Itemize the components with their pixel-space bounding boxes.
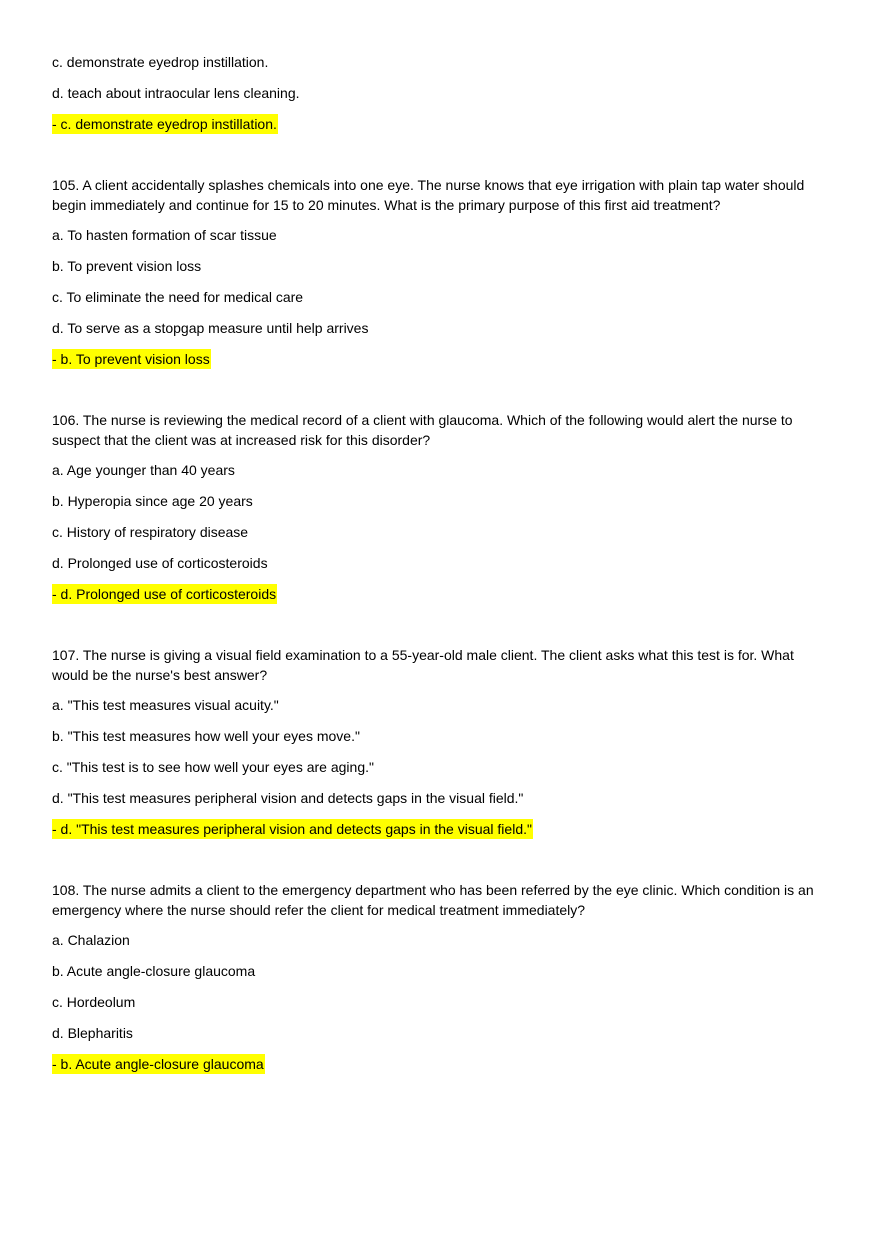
question-text: 106. The nurse is reviewing the medical record of a client with glaucoma. Which of the following would alert the nurse to suspect that the client was at increased risk for this disorder? bbox=[52, 412, 793, 448]
answer-row bbox=[52, 584, 832, 604]
question-106 bbox=[52, 410, 832, 604]
option-a: a. To hasten formation of scar tissue bbox=[52, 227, 277, 243]
option-a: a. Chalazion bbox=[52, 932, 130, 948]
option-a: a. Age younger than 40 years bbox=[52, 462, 235, 478]
highlighted-answer: - d. "This test measures peripheral vision and detects gaps in the visual field." bbox=[52, 821, 532, 837]
answer-row bbox=[52, 819, 832, 839]
option-a: a. "This test measures visual acuity." bbox=[52, 697, 279, 713]
question-105 bbox=[52, 175, 832, 369]
highlighted-answer: - b. To prevent vision loss bbox=[52, 351, 210, 367]
option-d: d. Prolonged use of corticosteroids bbox=[52, 555, 268, 571]
highlighted-answer: - c. demonstrate eyedrop instillation. bbox=[52, 116, 277, 132]
option-c: c. "This test is to see how well your eyes are aging." bbox=[52, 759, 374, 775]
answer-row bbox=[52, 114, 832, 134]
option-c: c. To eliminate the need for medical care bbox=[52, 289, 304, 305]
option-b: b. "This test measures how well your eyes move." bbox=[52, 728, 360, 744]
option-d: d. Blepharitis bbox=[52, 1025, 133, 1041]
option-d: d. "This test measures peripheral vision and detects gaps in the visual field." bbox=[52, 790, 524, 806]
question-text: 105. A client accidentally splashes chemicals into one eye. The nurse knows that eye irrigation with plain tap water should begin immediately and continue for 15 to 20 minutes. What is the primary purpose of this first aid treatment? bbox=[52, 177, 805, 213]
document-page bbox=[52, 52, 832, 1085]
question-108 bbox=[52, 880, 832, 1074]
option-c: c. demonstrate eyedrop instillation. bbox=[52, 54, 269, 70]
answer-row bbox=[52, 1054, 832, 1074]
option-c: c. Hordeolum bbox=[52, 994, 136, 1010]
highlighted-answer: - b. Acute angle-closure glaucoma bbox=[52, 1056, 264, 1072]
highlighted-answer: - d. Prolonged use of corticosteroids bbox=[52, 586, 277, 602]
question-104-continuation bbox=[52, 52, 832, 134]
option-b: b. Hyperopia since age 20 years bbox=[52, 493, 253, 509]
question-text: 108. The nurse admits a client to the emergency department who has been referred by the eye clinic. Which condition is an emergency where the nurse should refer the client for medical treatment immediately? bbox=[52, 882, 814, 918]
option-b: b. To prevent vision loss bbox=[52, 258, 202, 274]
option-d: d. To serve as a stopgap measure until help arrives bbox=[52, 320, 369, 336]
question-text: 107. The nurse is giving a visual field examination to a 55-year-old male client. The client asks what this test is for. What would be the nurse's best answer? bbox=[52, 647, 794, 683]
option-c: c. History of respiratory disease bbox=[52, 524, 249, 540]
option-b: b. Acute angle-closure glaucoma bbox=[52, 963, 256, 979]
question-107 bbox=[52, 645, 832, 839]
answer-row bbox=[52, 349, 832, 369]
option-d: d. teach about intraocular lens cleaning. bbox=[52, 85, 300, 101]
